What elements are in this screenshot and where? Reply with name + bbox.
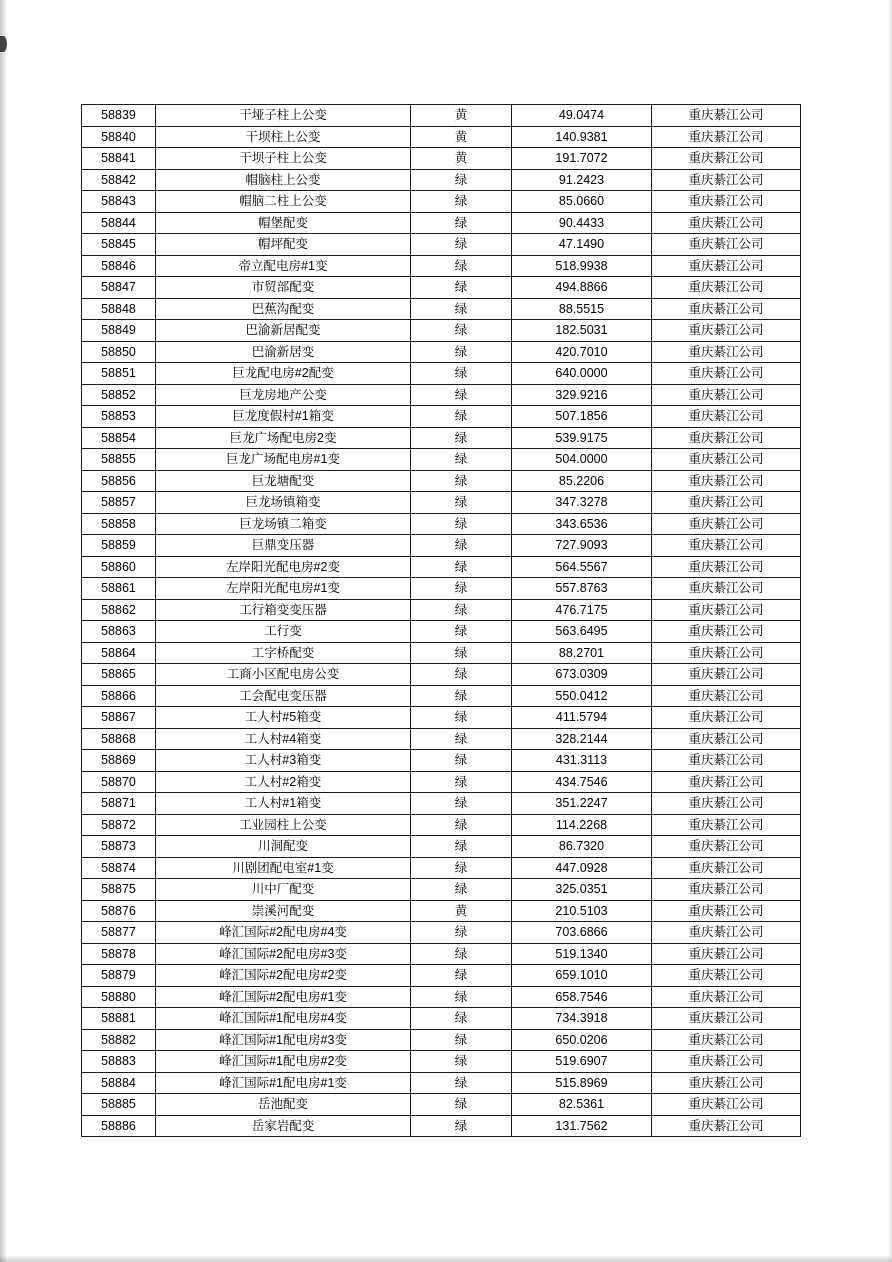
row-value: 673.0309 xyxy=(512,664,652,686)
row-company: 重庆綦江公司 xyxy=(652,664,801,686)
table-row xyxy=(82,900,801,922)
table-row xyxy=(82,1094,801,1116)
table-row xyxy=(82,642,801,664)
row-status: 绿 xyxy=(411,277,512,299)
row-id: 58869 xyxy=(82,750,156,772)
row-company: 重庆綦江公司 xyxy=(652,621,801,643)
row-name: 帽脑二柱上公变 xyxy=(156,191,411,213)
row-status: 绿 xyxy=(411,965,512,987)
row-id: 58874 xyxy=(82,857,156,879)
row-id: 58875 xyxy=(82,879,156,901)
row-status: 绿 xyxy=(411,771,512,793)
row-id: 58850 xyxy=(82,341,156,363)
row-value: 88.2701 xyxy=(512,642,652,664)
row-value: 519.1340 xyxy=(512,943,652,965)
row-status: 绿 xyxy=(411,406,512,428)
row-value: 550.0412 xyxy=(512,685,652,707)
row-name: 工行箱变变压器 xyxy=(156,599,411,621)
row-name: 巴蕉沟配变 xyxy=(156,298,411,320)
row-name: 帝立配电房#1变 xyxy=(156,255,411,277)
row-value: 640.0000 xyxy=(512,363,652,385)
row-value: 90.4433 xyxy=(512,212,652,234)
table-row xyxy=(82,105,801,127)
row-company: 重庆綦江公司 xyxy=(652,943,801,965)
row-name: 市贸部配变 xyxy=(156,277,411,299)
row-value: 49.0474 xyxy=(512,105,652,127)
table-row xyxy=(82,771,801,793)
row-value: 659.1010 xyxy=(512,965,652,987)
row-company: 重庆綦江公司 xyxy=(652,105,801,127)
table-row xyxy=(82,427,801,449)
row-name: 峰汇国际#1配电房#3变 xyxy=(156,1029,411,1051)
row-id: 58839 xyxy=(82,105,156,127)
table-row xyxy=(82,126,801,148)
row-name: 峰汇国际#2配电房#3变 xyxy=(156,943,411,965)
row-id: 58847 xyxy=(82,277,156,299)
row-company: 重庆綦江公司 xyxy=(652,814,801,836)
page-edge-shadow-bottom xyxy=(0,1255,892,1262)
row-name: 工商小区配电房公变 xyxy=(156,664,411,686)
row-id: 58841 xyxy=(82,148,156,170)
row-status: 绿 xyxy=(411,922,512,944)
row-id: 58868 xyxy=(82,728,156,750)
table-row xyxy=(82,255,801,277)
row-name: 左岸阳光配电房#1变 xyxy=(156,578,411,600)
row-id: 58843 xyxy=(82,191,156,213)
row-id: 58848 xyxy=(82,298,156,320)
row-name: 帽坪配变 xyxy=(156,234,411,256)
row-name: 干坝子柱上公变 xyxy=(156,148,411,170)
row-id: 58876 xyxy=(82,900,156,922)
row-name: 峰汇国际#2配电房#1变 xyxy=(156,986,411,1008)
row-status: 绿 xyxy=(411,363,512,385)
transformer-table xyxy=(81,104,801,1137)
row-id: 58870 xyxy=(82,771,156,793)
row-company: 重庆綦江公司 xyxy=(652,1029,801,1051)
row-value: 325.0351 xyxy=(512,879,652,901)
row-id: 58886 xyxy=(82,1115,156,1137)
table-row xyxy=(82,406,801,428)
row-company: 重庆綦江公司 xyxy=(652,492,801,514)
row-id: 58866 xyxy=(82,685,156,707)
row-id: 58863 xyxy=(82,621,156,643)
row-company: 重庆綦江公司 xyxy=(652,965,801,987)
row-name: 工行变 xyxy=(156,621,411,643)
row-id: 58852 xyxy=(82,384,156,406)
table-row xyxy=(82,556,801,578)
row-status: 绿 xyxy=(411,556,512,578)
table-row xyxy=(82,492,801,514)
row-value: 518.9938 xyxy=(512,255,652,277)
row-name: 工字桥配变 xyxy=(156,642,411,664)
table-row xyxy=(82,621,801,643)
row-name: 干坝柱上公变 xyxy=(156,126,411,148)
page-edge-shadow-left xyxy=(0,0,7,1262)
row-company: 重庆綦江公司 xyxy=(652,1115,801,1137)
row-name: 巴渝新居配变 xyxy=(156,320,411,342)
row-name: 巨龙塘配变 xyxy=(156,470,411,492)
table-row xyxy=(82,685,801,707)
row-company: 重庆綦江公司 xyxy=(652,212,801,234)
table-row xyxy=(82,212,801,234)
row-name: 巨龙广场配电房2变 xyxy=(156,427,411,449)
row-status: 绿 xyxy=(411,1051,512,1073)
row-value: 658.7546 xyxy=(512,986,652,1008)
row-value: 131.7562 xyxy=(512,1115,652,1137)
row-status: 绿 xyxy=(411,1115,512,1137)
row-company: 重庆綦江公司 xyxy=(652,986,801,1008)
row-value: 727.9093 xyxy=(512,535,652,557)
row-status: 绿 xyxy=(411,814,512,836)
row-company: 重庆綦江公司 xyxy=(652,277,801,299)
table-row xyxy=(82,513,801,535)
row-company: 重庆綦江公司 xyxy=(652,535,801,557)
row-status: 绿 xyxy=(411,212,512,234)
row-company: 重庆綦江公司 xyxy=(652,556,801,578)
row-name: 干垭子柱上公变 xyxy=(156,105,411,127)
row-id: 58880 xyxy=(82,986,156,1008)
table-row xyxy=(82,363,801,385)
row-value: 91.2423 xyxy=(512,169,652,191)
row-status: 黄 xyxy=(411,126,512,148)
row-value: 539.9175 xyxy=(512,427,652,449)
row-id: 58865 xyxy=(82,664,156,686)
row-id: 58873 xyxy=(82,836,156,858)
row-name: 帽堡配变 xyxy=(156,212,411,234)
row-company: 重庆綦江公司 xyxy=(652,1072,801,1094)
table-row xyxy=(82,1029,801,1051)
table-row xyxy=(82,836,801,858)
row-company: 重庆綦江公司 xyxy=(652,191,801,213)
table-row xyxy=(82,234,801,256)
row-id: 58840 xyxy=(82,126,156,148)
table-row xyxy=(82,1051,801,1073)
row-status: 黄 xyxy=(411,900,512,922)
row-id: 58862 xyxy=(82,599,156,621)
row-company: 重庆綦江公司 xyxy=(652,750,801,772)
row-value: 564.5567 xyxy=(512,556,652,578)
row-status: 绿 xyxy=(411,1029,512,1051)
row-company: 重庆綦江公司 xyxy=(652,513,801,535)
row-status: 绿 xyxy=(411,513,512,535)
row-value: 519.6907 xyxy=(512,1051,652,1073)
row-id: 58845 xyxy=(82,234,156,256)
row-value: 343.6536 xyxy=(512,513,652,535)
row-value: 347.3278 xyxy=(512,492,652,514)
row-value: 47.1490 xyxy=(512,234,652,256)
table-row xyxy=(82,535,801,557)
row-value: 447.0928 xyxy=(512,857,652,879)
row-status: 绿 xyxy=(411,298,512,320)
row-name: 川剧团配电室#1变 xyxy=(156,857,411,879)
row-company: 重庆綦江公司 xyxy=(652,728,801,750)
row-id: 58879 xyxy=(82,965,156,987)
table-row xyxy=(82,148,801,170)
row-company: 重庆綦江公司 xyxy=(652,642,801,664)
table-row xyxy=(82,449,801,471)
row-company: 重庆綦江公司 xyxy=(652,363,801,385)
row-status: 绿 xyxy=(411,857,512,879)
row-status: 绿 xyxy=(411,341,512,363)
row-company: 重庆綦江公司 xyxy=(652,341,801,363)
row-value: 82.5361 xyxy=(512,1094,652,1116)
row-value: 329.9216 xyxy=(512,384,652,406)
row-id: 58858 xyxy=(82,513,156,535)
row-status: 绿 xyxy=(411,234,512,256)
row-id: 58871 xyxy=(82,793,156,815)
row-company: 重庆綦江公司 xyxy=(652,771,801,793)
table-row xyxy=(82,750,801,772)
row-status: 绿 xyxy=(411,169,512,191)
row-status: 黄 xyxy=(411,148,512,170)
row-name: 巨龙房地产公变 xyxy=(156,384,411,406)
row-id: 58855 xyxy=(82,449,156,471)
row-status: 绿 xyxy=(411,427,512,449)
table-row xyxy=(82,277,801,299)
row-value: 140.9381 xyxy=(512,126,652,148)
row-value: 434.7546 xyxy=(512,771,652,793)
row-value: 85.0660 xyxy=(512,191,652,213)
row-status: 绿 xyxy=(411,449,512,471)
row-value: 420.7010 xyxy=(512,341,652,363)
row-name: 巨龙场镇箱变 xyxy=(156,492,411,514)
row-name: 帽脑柱上公变 xyxy=(156,169,411,191)
row-company: 重庆綦江公司 xyxy=(652,148,801,170)
row-status: 绿 xyxy=(411,621,512,643)
row-id: 58857 xyxy=(82,492,156,514)
row-status: 绿 xyxy=(411,750,512,772)
row-name: 峰汇国际#1配电房#1变 xyxy=(156,1072,411,1094)
row-name: 峰汇国际#1配电房#4变 xyxy=(156,1008,411,1030)
table-row xyxy=(82,879,801,901)
row-name: 工人村#1箱变 xyxy=(156,793,411,815)
row-value: 191.7072 xyxy=(512,148,652,170)
table-row xyxy=(82,793,801,815)
row-status: 绿 xyxy=(411,664,512,686)
table-row xyxy=(82,298,801,320)
row-id: 58842 xyxy=(82,169,156,191)
table-row xyxy=(82,320,801,342)
row-id: 58883 xyxy=(82,1051,156,1073)
row-id: 58864 xyxy=(82,642,156,664)
row-name: 工人村#4箱变 xyxy=(156,728,411,750)
row-id: 58844 xyxy=(82,212,156,234)
row-name: 工业园柱上公变 xyxy=(156,814,411,836)
row-id: 58881 xyxy=(82,1008,156,1030)
row-company: 重庆綦江公司 xyxy=(652,1094,801,1116)
row-value: 328.2144 xyxy=(512,728,652,750)
row-value: 411.5794 xyxy=(512,707,652,729)
row-id: 58849 xyxy=(82,320,156,342)
row-company: 重庆綦江公司 xyxy=(652,255,801,277)
row-name: 左岸阳光配电房#2变 xyxy=(156,556,411,578)
row-name: 峰汇国际#1配电房#2变 xyxy=(156,1051,411,1073)
row-status: 绿 xyxy=(411,470,512,492)
row-company: 重庆綦江公司 xyxy=(652,449,801,471)
row-name: 巨龙广场配电房#1变 xyxy=(156,449,411,471)
row-name: 工会配电变压器 xyxy=(156,685,411,707)
table-row xyxy=(82,1072,801,1094)
row-status: 绿 xyxy=(411,1072,512,1094)
row-company: 重庆綦江公司 xyxy=(652,836,801,858)
row-status: 绿 xyxy=(411,879,512,901)
row-status: 绿 xyxy=(411,943,512,965)
row-company: 重庆綦江公司 xyxy=(652,470,801,492)
row-id: 58851 xyxy=(82,363,156,385)
row-status: 绿 xyxy=(411,535,512,557)
row-status: 黄 xyxy=(411,105,512,127)
row-status: 绿 xyxy=(411,320,512,342)
table-row xyxy=(82,1008,801,1030)
row-id: 58846 xyxy=(82,255,156,277)
table-row xyxy=(82,707,801,729)
row-company: 重庆綦江公司 xyxy=(652,922,801,944)
row-value: 557.8763 xyxy=(512,578,652,600)
row-id: 58877 xyxy=(82,922,156,944)
row-id: 58853 xyxy=(82,406,156,428)
row-status: 绿 xyxy=(411,685,512,707)
scan-artifact xyxy=(0,36,7,52)
row-value: 650.0206 xyxy=(512,1029,652,1051)
row-id: 58878 xyxy=(82,943,156,965)
row-value: 504.0000 xyxy=(512,449,652,471)
row-id: 58884 xyxy=(82,1072,156,1094)
row-name: 巨龙度假村#1箱变 xyxy=(156,406,411,428)
row-value: 703.6866 xyxy=(512,922,652,944)
table-row xyxy=(82,599,801,621)
table-row xyxy=(82,922,801,944)
row-id: 58872 xyxy=(82,814,156,836)
row-company: 重庆綦江公司 xyxy=(652,599,801,621)
row-status: 绿 xyxy=(411,793,512,815)
row-name: 岳家岩配变 xyxy=(156,1115,411,1137)
table-row xyxy=(82,384,801,406)
row-name: 巨鼎变压器 xyxy=(156,535,411,557)
row-status: 绿 xyxy=(411,255,512,277)
row-name: 峰汇国际#2配电房#4变 xyxy=(156,922,411,944)
row-id: 58882 xyxy=(82,1029,156,1051)
row-id: 58861 xyxy=(82,578,156,600)
row-name: 川洞配变 xyxy=(156,836,411,858)
table-row xyxy=(82,728,801,750)
row-company: 重庆綦江公司 xyxy=(652,1051,801,1073)
row-value: 88.5515 xyxy=(512,298,652,320)
row-value: 563.6495 xyxy=(512,621,652,643)
row-status: 绿 xyxy=(411,599,512,621)
row-value: 351.2247 xyxy=(512,793,652,815)
row-status: 绿 xyxy=(411,191,512,213)
row-name: 工人村#5箱变 xyxy=(156,707,411,729)
row-name: 巨龙场镇二箱变 xyxy=(156,513,411,535)
table-row xyxy=(82,664,801,686)
row-status: 绿 xyxy=(411,986,512,1008)
table-row xyxy=(82,814,801,836)
row-status: 绿 xyxy=(411,642,512,664)
table-row xyxy=(82,578,801,600)
row-status: 绿 xyxy=(411,707,512,729)
table-row xyxy=(82,986,801,1008)
row-name: 巨龙配电房#2配变 xyxy=(156,363,411,385)
row-value: 494.8866 xyxy=(512,277,652,299)
row-company: 重庆綦江公司 xyxy=(652,900,801,922)
row-value: 507.1856 xyxy=(512,406,652,428)
row-id: 58860 xyxy=(82,556,156,578)
row-value: 114.2268 xyxy=(512,814,652,836)
row-company: 重庆綦江公司 xyxy=(652,879,801,901)
row-company: 重庆綦江公司 xyxy=(652,298,801,320)
row-value: 85.2206 xyxy=(512,470,652,492)
row-company: 重庆綦江公司 xyxy=(652,384,801,406)
row-value: 210.5103 xyxy=(512,900,652,922)
table-row xyxy=(82,857,801,879)
row-company: 重庆綦江公司 xyxy=(652,707,801,729)
row-company: 重庆綦江公司 xyxy=(652,685,801,707)
row-company: 重庆綦江公司 xyxy=(652,320,801,342)
row-name: 川中厂配变 xyxy=(156,879,411,901)
row-status: 绿 xyxy=(411,384,512,406)
row-value: 431.3113 xyxy=(512,750,652,772)
row-value: 734.3918 xyxy=(512,1008,652,1030)
row-company: 重庆綦江公司 xyxy=(652,793,801,815)
row-name: 岳池配变 xyxy=(156,1094,411,1116)
row-id: 58854 xyxy=(82,427,156,449)
table-body xyxy=(82,105,801,1137)
row-value: 182.5031 xyxy=(512,320,652,342)
table-row xyxy=(82,191,801,213)
row-id: 58859 xyxy=(82,535,156,557)
row-company: 重庆綦江公司 xyxy=(652,234,801,256)
row-company: 重庆綦江公司 xyxy=(652,406,801,428)
row-id: 58856 xyxy=(82,470,156,492)
row-name: 工人村#2箱变 xyxy=(156,771,411,793)
table-row xyxy=(82,169,801,191)
row-value: 476.7175 xyxy=(512,599,652,621)
table-row xyxy=(82,965,801,987)
row-id: 58885 xyxy=(82,1094,156,1116)
row-status: 绿 xyxy=(411,836,512,858)
row-status: 绿 xyxy=(411,728,512,750)
row-company: 重庆綦江公司 xyxy=(652,427,801,449)
row-company: 重庆綦江公司 xyxy=(652,126,801,148)
row-company: 重庆綦江公司 xyxy=(652,578,801,600)
row-name: 巴渝新居变 xyxy=(156,341,411,363)
row-company: 重庆綦江公司 xyxy=(652,169,801,191)
table-row xyxy=(82,341,801,363)
row-id: 58867 xyxy=(82,707,156,729)
row-company: 重庆綦江公司 xyxy=(652,857,801,879)
table-row xyxy=(82,1115,801,1137)
row-company: 重庆綦江公司 xyxy=(652,1008,801,1030)
table-row xyxy=(82,470,801,492)
table-row xyxy=(82,943,801,965)
row-name: 崇溪河配变 xyxy=(156,900,411,922)
row-status: 绿 xyxy=(411,1094,512,1116)
row-status: 绿 xyxy=(411,492,512,514)
row-status: 绿 xyxy=(411,578,512,600)
page-edge-shadow-right xyxy=(888,0,892,1262)
row-name: 工人村#3箱变 xyxy=(156,750,411,772)
row-name: 峰汇国际#2配电房#2变 xyxy=(156,965,411,987)
row-value: 86.7320 xyxy=(512,836,652,858)
row-value: 515.8969 xyxy=(512,1072,652,1094)
row-status: 绿 xyxy=(411,1008,512,1030)
